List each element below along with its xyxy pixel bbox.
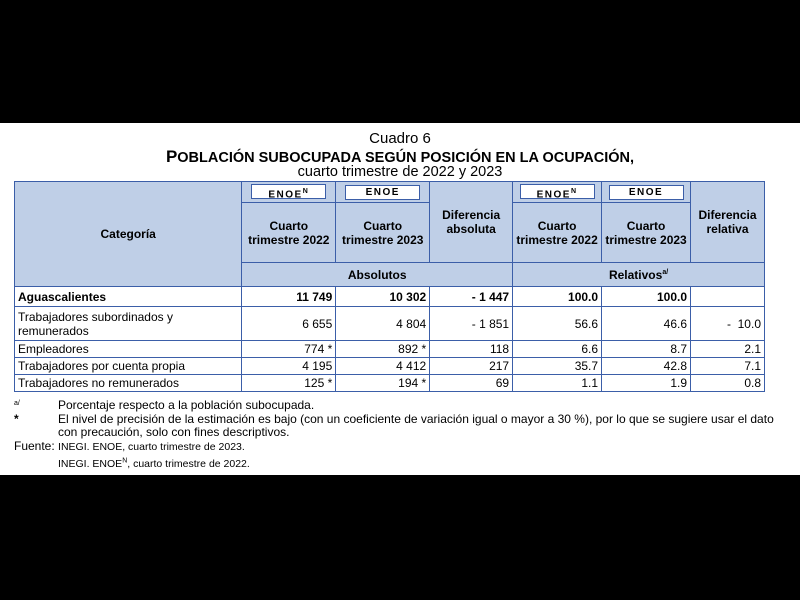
data-table [14,181,765,392]
cell: 774 * [242,341,336,358]
cell [691,287,765,307]
relativos-label: Relativos [608,267,663,282]
header-enoe-rel-2023 [602,182,691,203]
row-label: Trabajadores no remunerados [15,375,242,392]
note-star-text: El nivel de precisión de la estimación es bajo (con un coeficiente de variación igual o mayor a 30 %), por lo que se sugiere usar el dato con precaución, solo con fines descriptivos. [58,411,774,439]
cell: 42.8 [602,358,691,375]
cell: 4 804 [336,307,430,341]
enoe-sup: N [570,187,578,195]
enoe-label: ENOE [609,185,684,200]
footnotes [14,399,774,471]
note-star [14,413,774,440]
cell: 892 * [336,341,430,358]
enoe-label: ENOE [268,189,303,201]
row-label: Aguascalientes [15,287,242,307]
cell: 69 [430,375,513,392]
table-number: Cuadro 6 [369,130,431,147]
cell: 1.9 [602,375,691,392]
cell: 6.6 [513,341,602,358]
table-subtitle: cuarto trimestre de 2022 y 2023 [297,164,503,180]
title-cap: P [165,147,178,166]
header-rel-2022: Cuarto trimestre 2022 [513,203,602,263]
cell: 35.7 [513,358,602,375]
cell: 217 [430,358,513,375]
note-a [14,399,774,413]
table-row [15,287,765,307]
cell: 1.1 [513,375,602,392]
cell: 2.1 [691,341,765,358]
cell: 8.7 [602,341,691,358]
cell: 125 * [242,375,336,392]
source [14,440,774,455]
cell: 194 * [336,375,430,392]
source-line-1: INEGI. ENOE, cuarto trimestre de 2023. [58,440,245,453]
cell: 100.0 [602,287,691,307]
header-relativos [513,263,765,287]
header-dif-abs: Diferencia absoluta [430,182,513,263]
cell: - 1 447 [430,287,513,307]
cell: 4 195 [242,358,336,375]
source-label: Fuente: [14,438,55,453]
cell: 56.6 [513,307,602,341]
row-label: Trabajadores por cuenta propia [15,358,242,375]
row-label: Empleadores [15,341,242,358]
table-row [15,375,765,392]
enoe-sup: N [302,187,310,195]
cell: 6 655 [242,307,336,341]
header-absolutos: Absolutos [242,263,513,287]
title-rest: OBLACIÓN SUBOCUPADA SEGÚN POSICIÓN EN LA OCUPACIÓN, [177,150,635,166]
note-a-mark: a/ [14,400,20,407]
table-row [15,307,765,341]
cell: 46.6 [602,307,691,341]
enoe-label: ENOE [345,185,420,200]
source-line-2 [14,454,774,471]
relativos-sup: a/ [662,268,669,276]
cell: 118 [430,341,513,358]
header-2023: Cuarto trimestre 2023 [336,203,430,263]
note-star-mark: * [14,411,19,426]
note-a-text: Porcentaje respecto a la población subocupada. [58,398,315,412]
cell: 100.0 [513,287,602,307]
cell: 0.8 [691,375,765,392]
header-enoe-n-2022 [242,182,336,203]
source2-pre: INEGI. ENOE [58,457,123,470]
header-enoe-2023 [336,182,430,203]
cell: 7.1 [691,358,765,375]
header-rel-2023: Cuarto trimestre 2023 [602,203,691,263]
row-label: Trabajadores subordinados y remunerados [15,307,242,341]
source2-sup: N [122,457,128,464]
cell: 11 749 [242,287,336,307]
header-2022: Cuarto trimestre 2022 [242,203,336,263]
source2-post: , cuarto trimestre de 2022. [127,457,250,470]
enoe-label: ENOE [536,189,571,201]
cell: 10 302 [336,287,430,307]
cell: - 1 851 [430,307,513,341]
table-row [15,358,765,375]
table-row [15,341,765,358]
header-enoe-n-rel-2022 [513,182,602,203]
document-page [0,123,800,475]
header-dif-rel: Diferencia relativa [691,182,765,263]
cell: - 10.0 [691,307,765,341]
cell: 4 412 [336,358,430,375]
header-categoria: Categoría [15,182,242,287]
